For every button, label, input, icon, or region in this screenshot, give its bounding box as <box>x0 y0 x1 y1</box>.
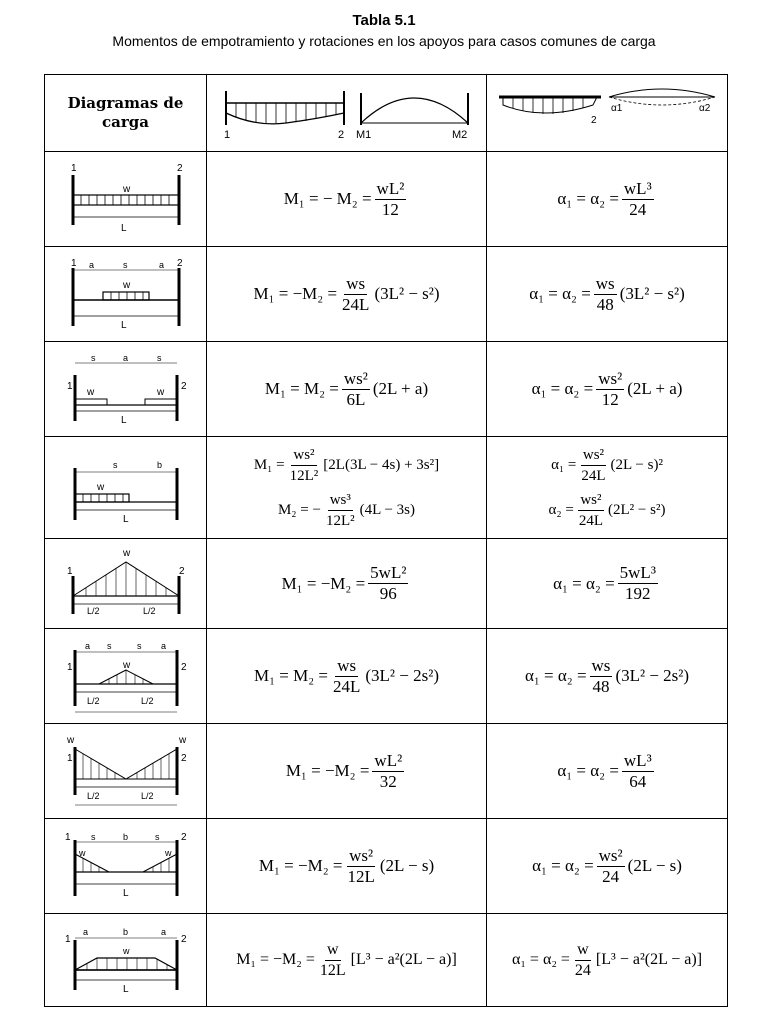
diagram-cell <box>45 629 207 724</box>
svg-text:1: 1 <box>66 662 73 673</box>
diagram-cell <box>45 914 207 1007</box>
svg-text:L/2: L/2 <box>142 605 156 616</box>
rotation-formula: α₁ = α₂ = $\frac{\text{wL³}}{24}$ <box>557 178 652 219</box>
trapezoidal-load-diagram <box>61 920 191 1000</box>
table-row <box>45 247 728 342</box>
moment-formula-cell: M₁ = −M₂ = $\frac{w}{12L}$ [L³ − a²(2L − a)] <box>207 914 487 1007</box>
svg-text:w: w <box>86 387 94 398</box>
svg-text:s: s <box>156 353 161 363</box>
svg-text:2: 2 <box>180 934 187 945</box>
svg-text:L/2: L/2 <box>140 696 154 706</box>
svg-text:2: 2 <box>180 832 187 843</box>
central-triangular-load-diagram <box>61 636 191 716</box>
header-diagrams-cell <box>45 75 207 152</box>
span-label-L: L <box>120 223 127 234</box>
svg-text:a: a <box>82 927 88 937</box>
rotation-label-2: 2 <box>591 115 597 126</box>
centered-partial-load-diagram <box>61 254 191 334</box>
svg-text:s: s <box>154 832 159 842</box>
diagram-cell <box>45 724 207 819</box>
inverted-triangular-load-diagram <box>61 731 191 811</box>
table-row <box>45 914 728 1007</box>
moment-diagram-icon <box>216 83 478 143</box>
svg-text:b: b <box>156 459 162 470</box>
triangular-load-diagram <box>61 544 191 624</box>
svg-text:w: w <box>156 387 164 398</box>
table-row <box>45 724 728 819</box>
table-row <box>45 437 728 539</box>
svg-text:L/2: L/2 <box>86 791 100 801</box>
rotation-label-a1: α1 <box>611 103 623 114</box>
svg-text:L/2: L/2 <box>140 791 154 801</box>
rotation-formula-cell: α₁ = $\frac{\text{ws²}}{24L}$ (2L − s)² α₂ = $\frac{\text{ws²}}{24L}$ (2L² − s²) <box>487 437 728 539</box>
svg-text:w: w <box>96 481 104 493</box>
svg-text:L: L <box>120 320 127 331</box>
svg-text:a: a <box>88 260 94 270</box>
table-subtitle: Momentos de empotramiento y rotaciones en los apoyos para casos comunes de carga <box>112 33 656 49</box>
rotation-formula-cell: α₁ = α₂ = $\frac{\text{ws²}}{12}$ (2L + a) <box>487 342 728 437</box>
svg-text:2: 2 <box>180 753 187 764</box>
table-row <box>45 152 728 247</box>
svg-text:s: s <box>112 459 117 470</box>
svg-text:1: 1 <box>64 832 71 843</box>
svg-text:L: L <box>122 513 129 525</box>
svg-text:a: a <box>84 641 90 651</box>
table-row <box>45 539 728 629</box>
moment-formula-cell: M₁ = −M₂ = $\frac{\text{wL²}}{32}$ <box>207 724 487 819</box>
svg-text:s: s <box>122 260 127 270</box>
rotation-formula-cell: α₁ = α₂ = $\frac{ws}{48}$ (3L² − 2s²) <box>487 629 728 724</box>
svg-text:2: 2 <box>176 258 183 269</box>
svg-text:a: a <box>160 927 166 937</box>
svg-text:a: a <box>122 353 128 363</box>
load-label-w: w <box>122 184 130 195</box>
table-row <box>45 819 728 914</box>
moment-formula-cell: M₁ = M₂ = $\frac{ws}{24L}$ (3L² − 2s²) <box>207 629 487 724</box>
end-triangular-loads-diagram <box>61 826 191 906</box>
rotation-formula-cell <box>487 152 728 247</box>
uniform-load-diagram <box>61 159 191 239</box>
moment-label-2: 2 <box>337 129 344 141</box>
table-row <box>45 342 728 437</box>
diagram-cell <box>45 539 207 629</box>
diagrams-header-label: Diagramas de carga <box>67 94 184 131</box>
moment-formula-cell: M₁ = −M₂ = $\frac{ws}{24L}$ (3L² − s²) <box>207 247 487 342</box>
svg-text:w: w <box>122 946 129 956</box>
svg-text:s: s <box>90 353 95 363</box>
svg-text:w: w <box>122 660 130 671</box>
svg-text:2: 2 <box>180 662 187 673</box>
svg-text:L/2: L/2 <box>86 605 100 616</box>
svg-text:s: s <box>106 641 111 651</box>
svg-text:1: 1 <box>66 565 73 577</box>
diagram-cell <box>45 437 207 539</box>
partial-left-load-diagram <box>61 448 191 528</box>
diagram-cell <box>45 819 207 914</box>
svg-text:a: a <box>158 260 164 270</box>
moment-formula-cell: M₁ = $\frac{\text{ws²}}{\text{12L²}}$ [2L(3L − 4s) + 3s²] M₂ = − $\frac{\text{ws³}}{\text{12L²}}$ (4L − 3s) <box>207 437 487 539</box>
rotation-label-a2: α2 <box>699 103 711 114</box>
diagram-cell <box>45 152 207 247</box>
svg-text:a: a <box>160 641 166 651</box>
symmetric-end-loads-diagram <box>61 349 191 429</box>
header-rotations-cell <box>487 75 728 152</box>
moment-formula-cell: M₁ = −M₂ = $\frac{\text{ws²}}{12L}$ (2L − s) <box>207 819 487 914</box>
svg-text:s: s <box>90 832 95 842</box>
svg-text:b: b <box>122 832 128 842</box>
rotation-formula-cell: α₁ = α₂ = $\frac{ws}{48}$ (3L² − s²) <box>487 247 728 342</box>
svg-text:w: w <box>122 547 130 559</box>
svg-text:s: s <box>136 641 141 651</box>
svg-text:2: 2 <box>178 565 185 577</box>
svg-text:1: 1 <box>66 753 73 764</box>
svg-text:b: b <box>122 927 128 937</box>
rotation-formula-cell: α₁ = α₂ = $\frac{\text{wL³}}{64}$ <box>487 724 728 819</box>
moment-formula: M₁ = − M₂ = $\frac{\text{wL²}}{12}$ <box>283 178 405 219</box>
svg-text:L/2: L/2 <box>86 696 100 706</box>
svg-text:1: 1 <box>70 258 77 269</box>
moment-label-1: 1 <box>223 129 230 141</box>
diagram-cell <box>45 342 207 437</box>
diagram-cell <box>45 247 207 342</box>
moment-label-m2: M2 <box>451 129 467 141</box>
header-moments-cell <box>207 75 487 152</box>
moment-label-m1: M1 <box>355 129 371 141</box>
rotation-diagram-icon <box>493 83 721 143</box>
moment-formula-cell <box>207 152 487 247</box>
svg-text:w: w <box>78 848 85 858</box>
rotation-formula-cell: α₁ = α₂ = $\frac{w}{24}$ [L³ − a²(2L − a)] <box>487 914 728 1007</box>
formula-table <box>44 74 728 1007</box>
support-label-2: 2 <box>176 163 183 174</box>
moment-formula-cell: M₁ = −M₂ = $\frac{\text{5wL²}}{96}$ <box>207 539 487 629</box>
svg-text:w: w <box>122 280 130 291</box>
svg-text:L: L <box>120 415 127 426</box>
table-title: Tabla 5.1 <box>352 12 416 29</box>
svg-text:w: w <box>164 848 171 858</box>
svg-text:w: w <box>178 735 186 746</box>
rotation-formula-cell: α₁ = α₂ = $\frac{\text{ws²}}{24}$ (2L − s) <box>487 819 728 914</box>
svg-text:1: 1 <box>64 934 71 945</box>
rotation-formula-cell: α₁ = α₂ = $\frac{\text{5wL³}}{192}$ <box>487 539 728 629</box>
svg-text:1: 1 <box>66 381 73 392</box>
support-label-1: 1 <box>70 163 77 174</box>
table-row <box>45 629 728 724</box>
svg-text:w: w <box>66 735 74 746</box>
moment-formula-cell: M₁ = M₂ = $\frac{\text{ws²}}{6L}$ (2L + a) <box>207 342 487 437</box>
svg-text:2: 2 <box>180 381 187 392</box>
svg-text:L: L <box>122 984 129 995</box>
svg-text:L: L <box>122 888 129 899</box>
header-row <box>45 75 728 152</box>
